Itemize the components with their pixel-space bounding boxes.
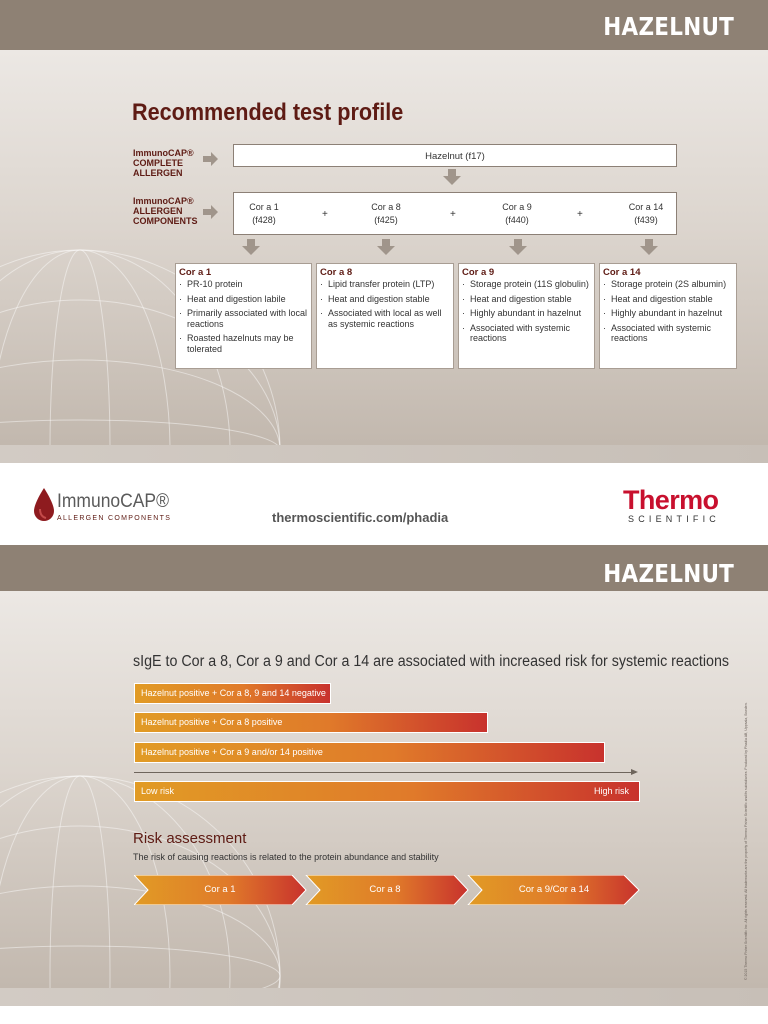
list-item: · Storage protein (11S globulin) [462,279,591,290]
thermo-logo-subtitle: SCIENTIFIC [628,514,721,524]
high-risk-label: High risk [593,786,629,796]
header-band-top [0,0,768,50]
component-cor-a-8: Cor a 8 (f425) [371,202,401,225]
risk-bar [134,683,331,704]
chevron-label: Cor a 1 [204,884,236,895]
arrow-down-icon [509,239,527,255]
legal-fineprint: © 2015 Thermo Fisher Scientific Inc. All rights reserved. All trademarks are the property of Thermo Fisher Scientific and its subsidiaries. Produced by Phadia AB, Uppsala, Sweden. [744,702,748,980]
arrowhead-icon [631,769,638,775]
header-title: HAZELNUT [603,12,734,41]
risk-bar-label: Hazelnut positive + Cor a 9 and/or 14 positive [141,747,323,757]
card-cor-a-1 [175,263,312,369]
list-item: · Heat and digestion stable [462,294,591,305]
panel-bottom-strip [0,988,768,1006]
list-item: · PR-10 protein [179,279,308,290]
card-title: Cor a 14 [603,267,641,278]
risk-bar [134,742,605,763]
hazelnut-label: Hazelnut (f17) [425,151,485,162]
plus-sign: + [322,209,328,220]
list-item: · Associated with local as well as systemic reactions [320,308,450,329]
component-cor-a-14: Cor a 14 (f439) [628,202,664,225]
chevron-label: Cor a 8 [369,884,401,895]
list-item: · Heat and digestion labile [179,294,308,305]
risk-scale-line [134,772,636,773]
card-title: Cor a 9 [462,267,495,278]
risk-bar [134,712,488,733]
component-cor-a-9: Cor a 9 (f440) [502,202,532,225]
component-cor-a-1: Cor a 1 (f428) [249,202,279,225]
card-cor-a-9 [458,263,595,369]
chevron-label: Cor a 9/Cor a 14 [518,884,590,895]
arrow-down-icon [640,239,658,255]
risk-assessment-title: Risk assessment [133,830,247,847]
arrow-right-icon [203,204,219,220]
hazelnut-box [233,144,677,167]
card-cor-a-8 [316,263,454,369]
website-link[interactable]: thermoscientific.com/phadia [272,510,449,525]
risk-assessment-description: The risk of causing reactions is related to the protein abundance and stability [133,852,439,862]
list-item: · Heat and digestion stable [320,294,450,305]
list-item: · Primarily associated with local reactions [179,308,308,329]
arrow-down-icon [377,239,395,255]
list-item: · Associated with systemic reactions [462,323,591,344]
list-item: · Roasted hazelnuts may be tolerated [179,333,308,354]
list-item: · Highly abundant in hazelnut [462,308,591,319]
allergen-components-label: ImmunoCAP® ALLERGEN COMPONENTS [133,196,198,226]
card-title: Cor a 8 [320,267,353,278]
list-item: · Heat and digestion stable [603,294,733,305]
list-item: · Lipid transfer protein (LTP) [320,279,450,290]
plus-sign: + [450,209,456,220]
arrow-right-icon [203,151,219,167]
low-risk-label: Low risk [141,786,175,796]
risk-subtitle: sIgE to Cor a 8, Cor a 9 and Cor a 14 are associated with increased risk for systemic reactions [133,653,730,670]
list-item: · Highly abundant in hazelnut [603,308,733,319]
card-title: Cor a 1 [179,267,212,278]
plus-sign: + [577,209,583,220]
risk-scale-bar [134,781,640,802]
arrow-down-icon [443,169,461,185]
list-item: · Storage protein (2S albumin) [603,279,733,290]
risk-bar-label: Hazelnut positive + Cor a 8 positive [141,717,283,727]
thermo-logo-text: Thermo [623,485,719,515]
arrow-down-icon [242,239,260,255]
page-title: Recommended test profile [132,99,404,126]
blood-drop-icon [33,487,55,523]
header-title: HAZELNUT [603,559,734,588]
risk-bar-label: Hazelnut positive + Cor a 8, 9 and 14 negative [141,688,326,698]
card-cor-a-14 [599,263,737,369]
panel-bottom-strip [0,445,768,463]
complete-allergen-label: ImmunoCAP® COMPLETE ALLERGEN [133,148,194,178]
immunocap-logo-subtitle: ALLERGEN COMPONENTS [57,515,172,522]
list-item: · Associated with systemic reactions [603,323,733,344]
immunocap-logo-text: ImmunoCAP® [57,491,169,512]
header-band-bottom [0,545,768,591]
